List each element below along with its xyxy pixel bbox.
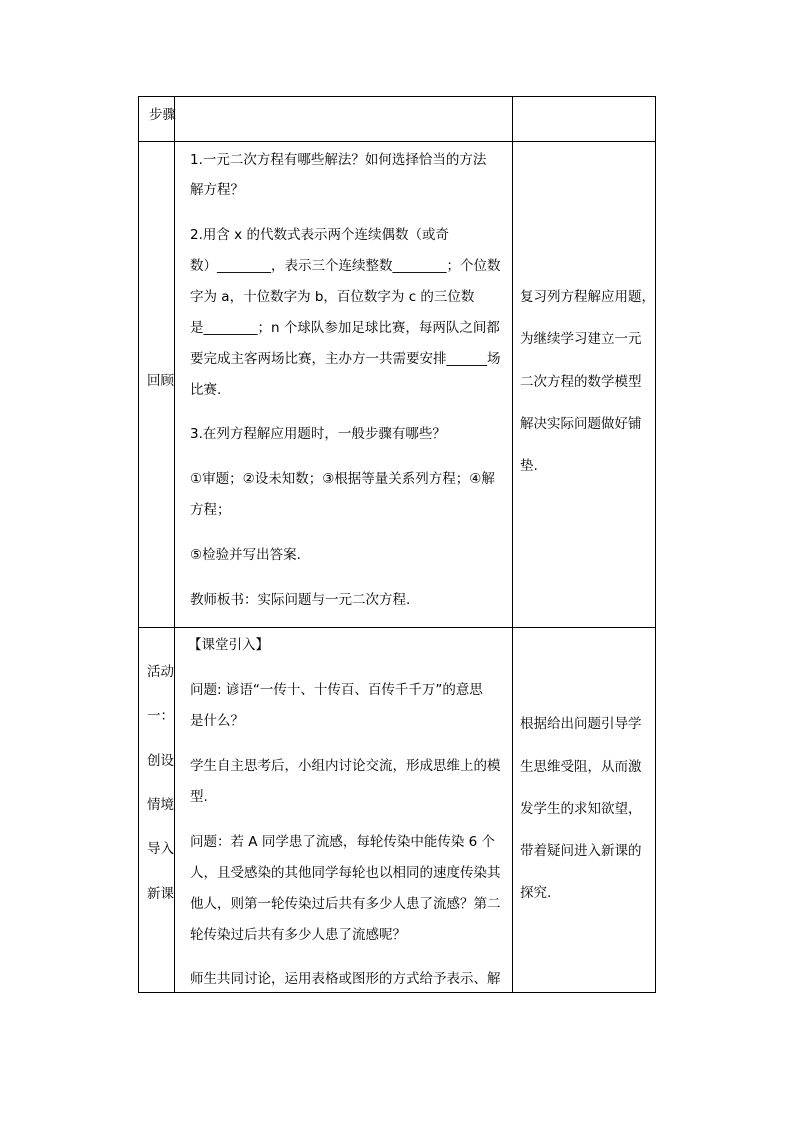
row-header-label: 步骤 [149, 107, 176, 123]
activity-text-line: 学生自主思考后，小组内讨论交流，形成思维上的模 [190, 758, 501, 774]
activity-text-line: 轮传染过后共有多少人患了流感呢？ [190, 927, 406, 943]
review-text-line: 方程； [190, 502, 231, 518]
review-text-line: 是________；n 个球队参加足球比赛，每两队之间都 [190, 320, 500, 336]
activity-text-line: 他人，则第一轮传染过后共有多少人患了流感？第二 [190, 896, 501, 912]
row-divider-2 [139, 627, 655, 628]
review-note-line: 二次方程的数学模型 [520, 374, 642, 390]
row-divider-1 [139, 141, 655, 142]
review-text-line: 2.用含 x 的代数式表示两个连续偶数（或奇 [190, 227, 449, 243]
lesson-plan-table [138, 96, 656, 993]
activity-text-line: 师生共同讨论，运用表格或图形的方式给予表示、解 [190, 971, 501, 987]
activity-label-line: 情境 [147, 797, 174, 813]
activity-label-line: 一： [147, 708, 174, 724]
activity-text-line: 问题: 谚语“一传十、十传百、百传千千万”的意思 [190, 682, 483, 698]
activity-text-line: 是什么？ [190, 713, 244, 729]
activity-text-line: 问题：若 A 同学患了流感，每轮传染中能传染 6 个 [190, 834, 495, 850]
review-text-line: 字为 a，十位数字为 b，百位数字为 c 的三位数 [190, 289, 475, 305]
activity-label-line: 活动 [147, 664, 174, 680]
review-text-line: 教师板书：实际问题与一元二次方程. [190, 592, 411, 608]
review-note-line: 为继续学习建立一元 [520, 331, 642, 347]
activity-note-line: 探究. [520, 885, 552, 901]
review-text-line: 1.一元二次方程有哪些解法？如何选择恰当的方法 [190, 152, 487, 168]
activity-label-line: 导入 [147, 841, 174, 857]
activity-note-line: 生思维受阻，从而激 [520, 759, 642, 775]
review-text-line: ⑤检验并写出答案. [190, 547, 301, 563]
review-text-line: 要完成主客两场比赛，主办方一共需要安排______场 [190, 351, 501, 367]
activity-note-line: 发学生的求知欲望， [520, 801, 642, 817]
activity-text-line: 人，且受感染的其他同学每轮也以相同的速度传染其 [190, 865, 501, 881]
activity-label-line: 新课 [147, 886, 174, 902]
review-note-line: 解决实际问题做好铺 [520, 416, 642, 432]
activity-note-line: 根据给出问题引导学 [520, 716, 642, 732]
review-text-line: 比赛. [190, 382, 222, 398]
activity-label-line: 创设 [147, 753, 174, 769]
activity-text-line: 型. [190, 789, 208, 805]
review-text-line: 数）________，表示三个连续整数________；个位数 [190, 258, 501, 274]
activity-text-line: 【课堂引入】 [188, 637, 269, 653]
review-note-line: 复习列方程解应用题， [520, 289, 655, 305]
column-divider-2 [512, 97, 513, 992]
row-review-label: 回顾 [147, 373, 174, 389]
review-note-line: 垫. [520, 458, 538, 474]
review-text-line: 3.在列方程解应用题时，一般步骤有哪些？ [190, 426, 446, 442]
review-text-line: 解方程？ [190, 182, 244, 198]
activity-note-line: 带着疑问进入新课的 [520, 843, 642, 859]
review-text-line: ①审题；②设未知数；③根据等量关系列方程；④解 [190, 471, 495, 487]
column-divider-1 [174, 97, 175, 992]
